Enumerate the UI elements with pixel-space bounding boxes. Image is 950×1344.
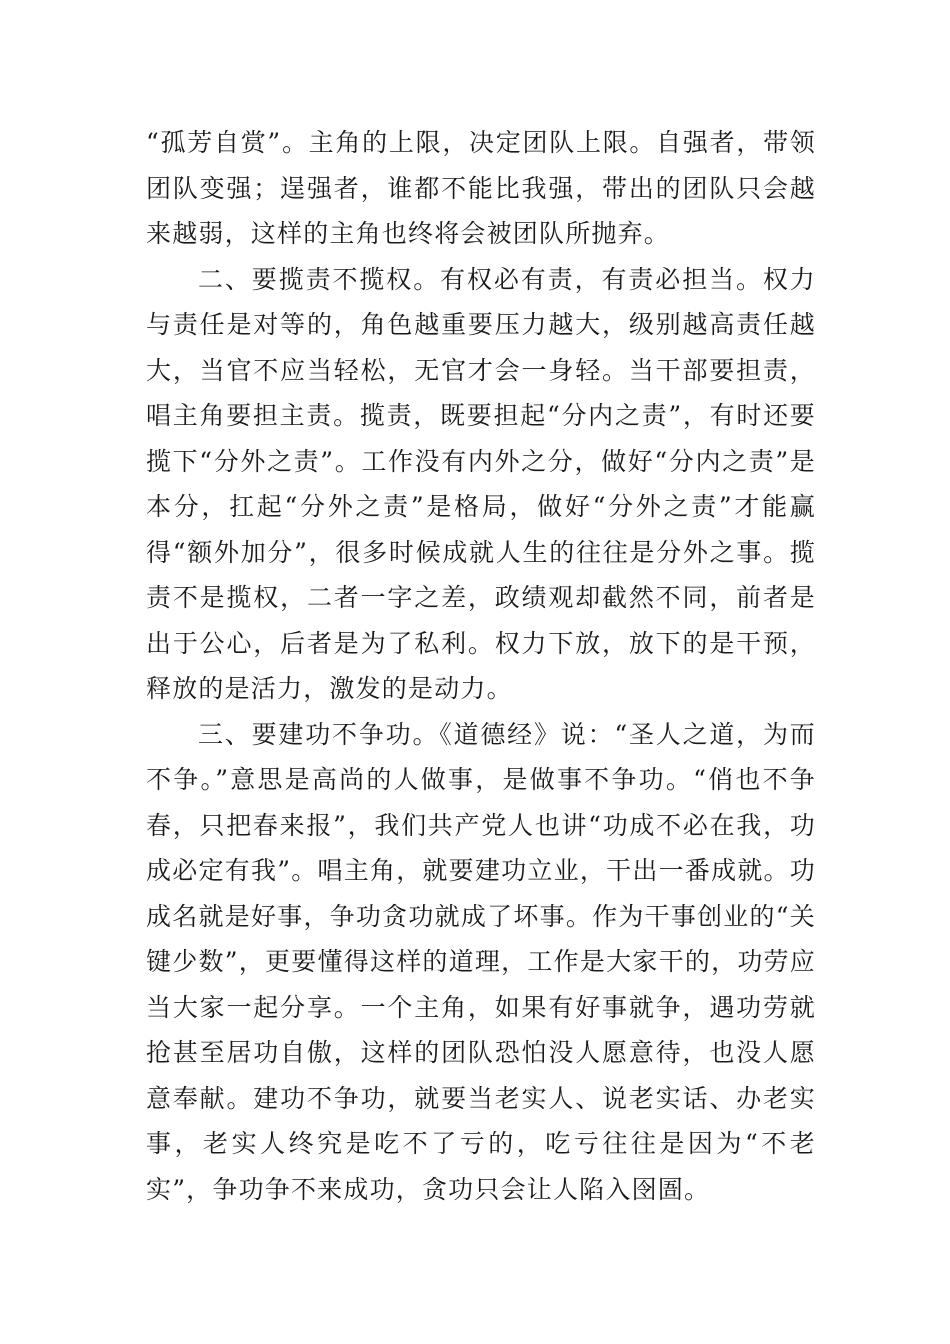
paragraph-section-three: 三、要建功不争功。《道德经》说：“圣人之道，为而不争。”意思是高尚的人做事，是做事不争功。“俏也不争春，只把春来报”，我们共产党人也讲“功成不必在我，功成必定有我”。唱主角，就要建功立业，干出一番成就。功成名就是好事，争功贪功就成了坏事。作为干事创业的“关键少数”，更要懂得这样的道理，工作是大家干的，功劳应当大家一起分享。一个主角，如果有好事就争，遇功劳就抢甚至居功自傲，这样的团队恐怕没人愿意待，也没人愿意奉献。建功不争功，就要当老实人、说老实话、办老实事，老实人终究是吃不了亏的，吃亏往往是因为“不老实”，争功争不来成功，贪功只会让人陷入囹圄。 <box>146 719 816 1204</box>
paragraph-section-two: 二、要揽责不揽权。有权必有责，有责必担当。权力与责任是对等的，角色越重要压力越大，级别越高责任越大，当官不应当轻松，无官才会一身轻。当干部要担责，唱主角要担主责。揽责，既要担起“分内之责”，有时还要揽下“分外之责”。工作没有内外之分，做好“分内之责”是本分，扛起“分外之责”是格局，做好“分外之责”才能赢得“额外加分”，很多时候成就人生的往往是分外之事。揽责不是揽权，二者一字之差，政绩观却截然不同，前者是出于公心，后者是为了私利。权力下放，放下的是干预，释放的是活力，激发的是动力。 <box>146 264 816 703</box>
document-body <box>146 120 816 1212</box>
paragraph-continuation: “孤芳自赏”。主角的上限，决定团队上限。自强者，带领团队变强；逞强者，谁都不能比我强，带出的团队只会越来越弱，这样的主角也终将会被团队所抛弃。 <box>146 128 816 248</box>
